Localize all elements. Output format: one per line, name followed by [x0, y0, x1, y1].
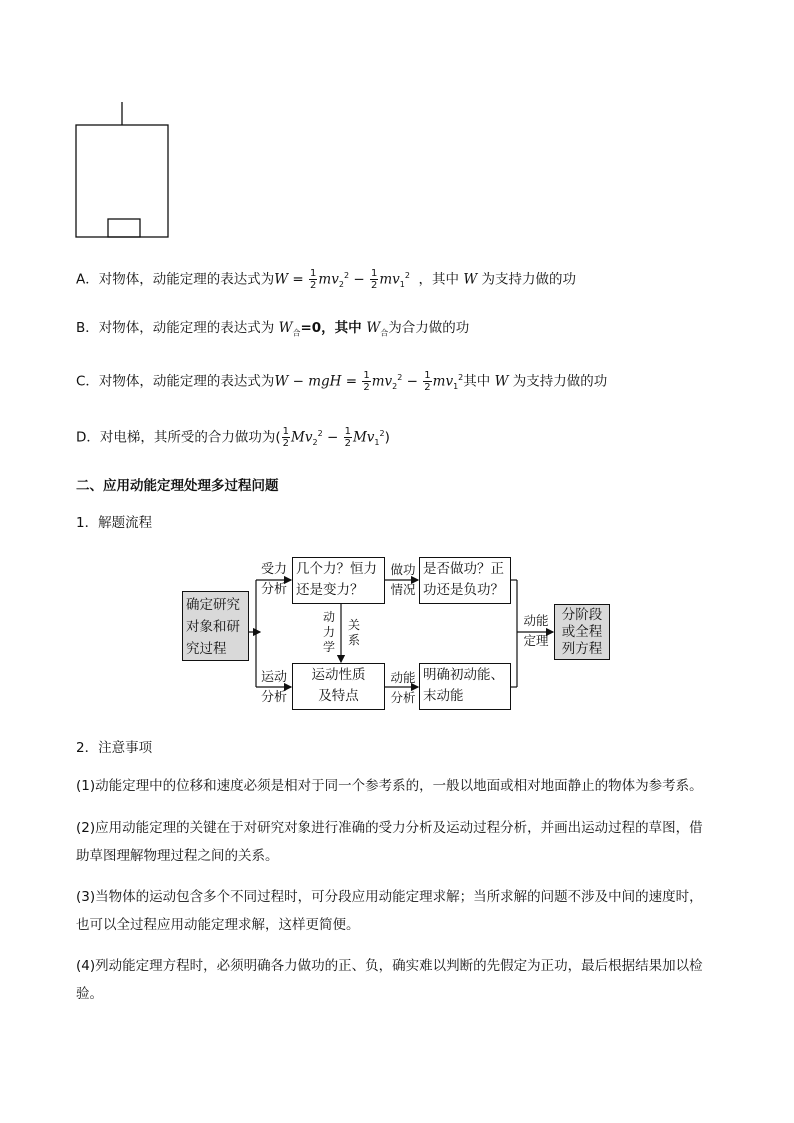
flow-motion-box: 运动性质及特点 [292, 663, 385, 710]
label-force-analysis: 受力分析 [260, 562, 287, 597]
object-block [108, 219, 140, 237]
option-a: A．对物体，动能定理的表达式为W = $\frac{1}{2}$ $mv_2^2$ − $\frac{1}{2}$ $mv_1^2$ ，其中 W 为支持力做的功 [76, 268, 577, 291]
note-3: (3)当物体的运动包含多个不同过程时，可分段应用动能定理求解；当所求解的问题不涉及中间的速度时，也可以全过程应用动能定理求解，这样更简便。 [76, 889, 703, 933]
note-4: (4)列动能定理方程时，必须明确各力做功的正、负，确实难以判断的先假定为正功，最后根据结果加以检验。 [76, 958, 703, 1002]
label-work-status: 做功情况 [390, 562, 416, 597]
option-b: B．对物体，动能定理的表达式为 $W_合=0$，其中 $W_合$为合力做的功 [76, 320, 470, 338]
label-ke-theorem: 动能定理 [523, 613, 549, 648]
note-2: (2)应用动能定理的关键在于对研究对象进行准确的受力分析及运动过程分析，并画出运动过程的草图，借助草图理解物理过程之间的关系。 [76, 820, 703, 864]
label-relation: 关系 [347, 618, 360, 647]
flow-work-box: 是否做功？正功还是负功？ [419, 557, 511, 604]
flow-ke-box: 明确初动能、末动能 [419, 663, 511, 710]
option-c: C．对物体，动能定理的表达式为W − mgH = $\frac{1}{2}$ $mv_2^2$ − $\frac{1}{2}$ $mv_1^2$其中 W 为支持力做的功 [76, 370, 608, 393]
elevator-car [76, 125, 168, 237]
note-1: (1)动能定理中的位移和速度必须是相对于同一个参考系的，一般以地面或相对地面静止的物体为参考系。 [76, 778, 703, 794]
flow-end-box: 分阶段或全程列方程 [554, 604, 610, 660]
subsection-process-title: 1．解题流程 [76, 515, 153, 531]
flow-force-box: 几个力？恒力还是变力？ [292, 557, 385, 604]
option-d: D．对电梯，其所受的合力做功为( $\frac{1}{2}$ $Mv_2^2$ − $\frac{1}{2}$ $Mv_1^2$) [76, 426, 390, 449]
fraction-half: $\frac{1}{2}$ [310, 268, 317, 291]
section-title: 二、应用动能定理处理多过程问题 [76, 478, 279, 494]
elevator-diagram [70, 98, 180, 243]
flow-start-box: 确定研究对象和研究过程 [182, 591, 249, 661]
subsection-notes-title: 2．注意事项 [76, 740, 153, 756]
label-dynamics: 动力学 [322, 610, 335, 654]
label-ke-analysis: 动能分析 [390, 670, 416, 705]
label-motion-analysis: 运动分析 [260, 670, 287, 705]
